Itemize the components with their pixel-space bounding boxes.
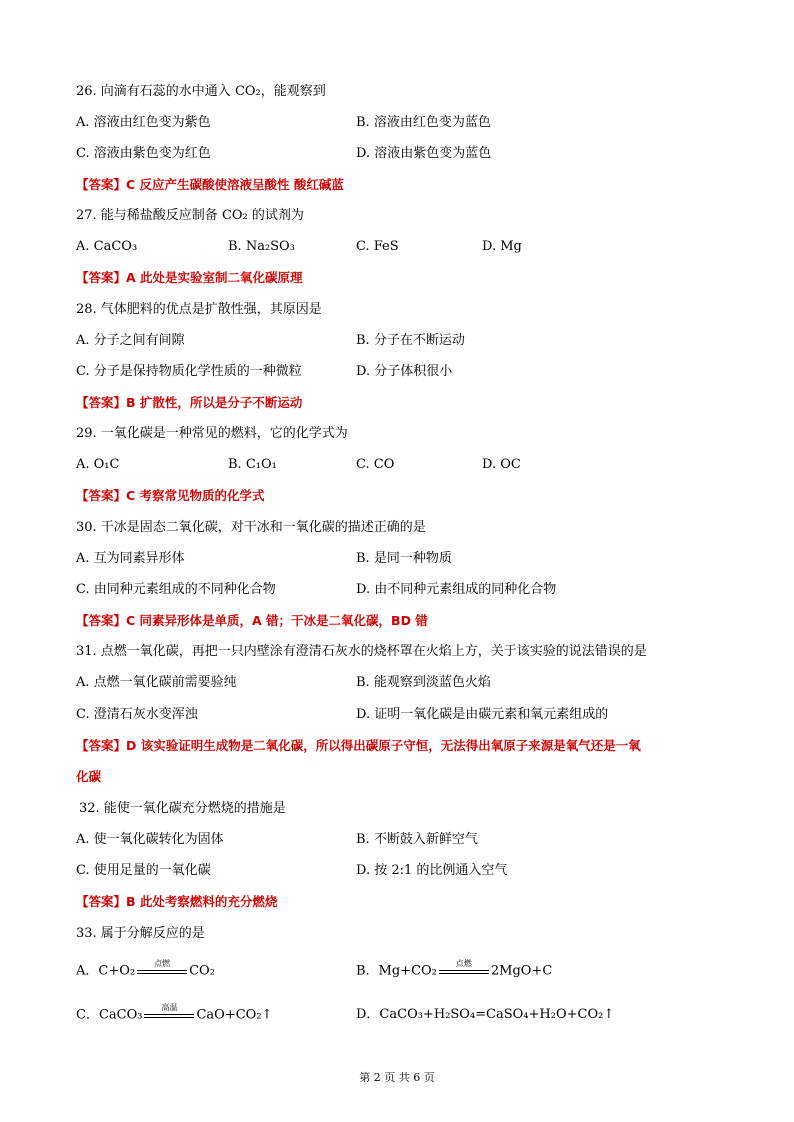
q33-c-condition: 高温	[161, 1003, 178, 1012]
q28-option-d: D. 分子体积很小	[356, 364, 453, 379]
q33-option-d: D．CaCO₃+H₂SO₄=CaSO₄+H₂O+CO₂↑	[356, 1007, 615, 1022]
q30-answer: 【答案】C 同素异形体是单质，A 错；干冰是二氧化碳，BD 错	[76, 613, 428, 628]
q26-option-c: C. 溶液由紫色变为红色	[76, 146, 211, 161]
q30-option-d: D. 由不同种元素组成的同种化合物	[356, 582, 557, 597]
reaction-condition-arrow	[437, 959, 491, 980]
q26-option-a: A. 溶液由红色变为紫色	[76, 115, 211, 130]
q32-option-c: C. 使用足量的一氧化碳	[76, 863, 211, 878]
question-31-stem: 31. 点燃一氧化碳，再把一只内壁涂有澄清石灰水的烧杯罩在火焰上方，关于该实验的说法错误的是	[76, 644, 647, 659]
q31-answer-line-1: 【答案】D 该实验证明生成物是二氧化碳，所以得出碳原子守恒，无法得出氧原子来源是氧气还是一氧	[76, 738, 641, 753]
q26-answer: 【答案】C 反应产生碳酸使溶液呈酸性 酸红碱蓝	[76, 177, 344, 192]
q30-option-c: C. 由同种元素组成的不同种化合物	[76, 582, 276, 597]
q27-option-c: C. FeS	[356, 239, 399, 254]
q26-option-d: D. 溶液由紫色变为蓝色	[356, 146, 492, 161]
q29-option-c: C. CO	[356, 457, 395, 472]
q31-option-b: B. 能观察到淡蓝色火焰	[356, 675, 491, 690]
q29-option-a: A. O₁C	[76, 457, 120, 472]
reaction-condition-arrow	[142, 1003, 196, 1024]
q27-option-d: D. Mg	[482, 239, 522, 254]
q33-option-c	[76, 1003, 273, 1025]
question-27-stem: 27. 能与稀盐酸反应制备 CO₂ 的试剂为	[76, 208, 304, 223]
question-32-stem: 32. 能使一氧化碳充分燃烧的措施是	[79, 801, 286, 816]
q31-option-d: D. 证明一氧化碳是由碳元素和氧元素组成的	[356, 707, 609, 722]
q27-answer: 【答案】A 此处是实验室制二氧化碳原理	[76, 270, 303, 285]
question-28-stem: 28. 气体肥料的优点是扩散性强，其原因是	[76, 302, 322, 317]
q33-option-b	[356, 959, 553, 981]
q33-c-products: CaO+CO₂↑	[196, 1007, 273, 1023]
question-30-stem: 30. 干冰是固态二氧化碳，对干冰和一氧化碳的描述正确的是	[76, 520, 426, 535]
q27-option-a: A. CaCO₃	[76, 239, 138, 254]
q33-b-condition: 点燃	[455, 959, 472, 968]
reaction-condition-arrow	[135, 959, 189, 980]
q29-option-d: D. OC	[482, 457, 521, 472]
q29-answer: 【答案】C 考察常见物质的化学式	[76, 488, 265, 503]
q30-option-b: B. 是同一种物质	[356, 551, 452, 566]
q33-c-reactants: C．CaCO₃	[76, 1007, 143, 1023]
q32-option-b: B. 不断鼓入新鲜空气	[356, 832, 478, 847]
q29-option-b: B. C₁O₁	[228, 457, 277, 472]
q28-answer: 【答案】B 扩散性，所以是分子不断运动	[76, 395, 303, 410]
q28-option-b: B. 分子在不断运动	[356, 333, 465, 348]
q33-b-reactants: B．Mg+CO₂	[356, 963, 437, 979]
q33-a-products: CO₂	[189, 963, 215, 979]
question-33-stem: 33. 属于分解反应的是	[76, 926, 205, 941]
q26-option-b: B. 溶液由红色变为蓝色	[356, 115, 491, 130]
q28-option-a: A. 分子之间有间隙	[76, 333, 185, 348]
q33-b-products: 2MgO+C	[490, 963, 553, 979]
page-footer: 第 2 页 共 6 页	[359, 1071, 435, 1084]
q32-option-a: A. 使一氧化碳转化为固体	[76, 832, 224, 847]
q32-answer: 【答案】B 此处考察燃料的充分燃烧	[76, 894, 278, 909]
q31-answer-line-2: 化碳	[76, 769, 102, 784]
q31-option-a: A. 点燃一氧化碳前需要验纯	[76, 675, 237, 690]
q33-option-a	[76, 959, 215, 981]
q28-option-c: C. 分子是保持物质化学性质的一种微粒	[76, 364, 302, 379]
q27-option-b: B. Na₂SO₃	[228, 239, 295, 254]
question-26-stem: 26. 向滴有石蕊的水中通入 CO₂，能观察到	[76, 84, 326, 99]
q30-option-a: A. 互为同素异形体	[76, 551, 185, 566]
q32-option-d: D. 按 2:1 的比例通入空气	[356, 863, 508, 878]
q33-a-reactants: A．C+O₂	[76, 963, 136, 979]
q31-option-c: C. 澄清石灰水变浑浊	[76, 707, 198, 722]
question-29-stem: 29. 一氧化碳是一种常见的燃料，它的化学式为	[76, 426, 348, 441]
q33-a-condition: 点燃	[154, 959, 171, 968]
